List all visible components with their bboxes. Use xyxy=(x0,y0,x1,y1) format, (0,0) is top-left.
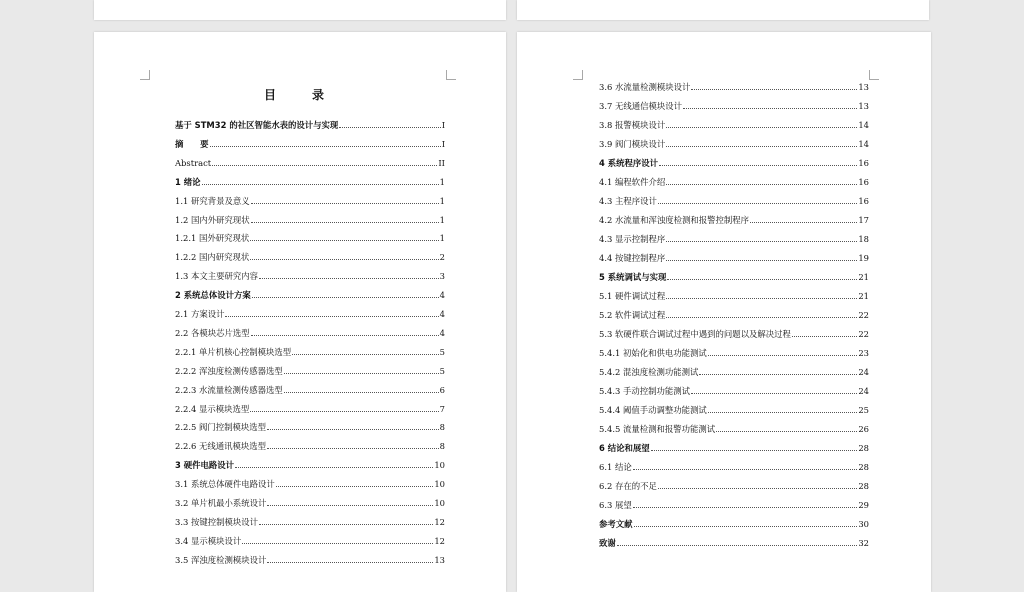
toc-entry-label: 3.2 单片机最小系统设计 xyxy=(175,498,267,508)
toc-entry-label: 5 系统调试与实现 xyxy=(599,272,667,282)
toc-entry[interactable] xyxy=(599,80,869,92)
toc-entry-page: 4 xyxy=(439,309,445,319)
toc-leader-dots xyxy=(658,202,857,204)
toc-leader-dots xyxy=(658,487,857,489)
toc-entry[interactable] xyxy=(175,307,445,319)
toc-entry-label: 2.2.2 浑浊度检测传感器选型 xyxy=(175,365,283,376)
toc-entry-page: 29 xyxy=(858,500,869,510)
toc-entry-label: 5.4.1 初始化和供电功能测试 xyxy=(599,348,707,358)
toc-entry-label: 5.4.2 混浊度检测功能测试 xyxy=(599,367,699,377)
toc-entry-label: 2.2 各模块芯片选型 xyxy=(175,327,250,338)
toc-entry-page: 22 xyxy=(858,329,869,339)
toc-entry-page: 4 xyxy=(439,290,445,301)
toc-entry[interactable] xyxy=(175,420,445,432)
toc-entry[interactable] xyxy=(175,118,445,130)
toc-entry[interactable] xyxy=(175,496,445,508)
toc-entry[interactable] xyxy=(599,270,869,282)
toc-entry-label: 1.2 国内外研究现状 xyxy=(175,214,250,225)
toc-entry[interactable] xyxy=(599,327,869,339)
toc-leader-dots xyxy=(339,126,440,128)
margin-corner-mark xyxy=(140,70,150,80)
toc-entry[interactable] xyxy=(599,175,869,187)
toc-entry-page: 22 xyxy=(858,310,869,320)
toc-entry-page: 1 xyxy=(439,233,445,244)
toc-entry[interactable] xyxy=(175,269,445,281)
toc-entry-page: 30 xyxy=(858,519,869,529)
toc-entry-label: 3.5 浑浊度检测模块设计 xyxy=(175,554,267,565)
toc-entry-label: 4.4 按键控制程序 xyxy=(599,253,666,263)
toc-entry[interactable] xyxy=(599,536,869,548)
toc-entry-label: 2.2.5 阀门控制模块选型 xyxy=(175,422,266,433)
toc-entry-label: 1.3 本文主要研究内容 xyxy=(175,271,258,282)
toc-entry[interactable] xyxy=(599,384,869,396)
toc-entry-label: 4.3 显示控制程序 xyxy=(599,234,666,244)
toc-entry[interactable] xyxy=(599,479,869,491)
toc-entry-label: 5.4.5 流量检测和报警功能测试 xyxy=(599,424,716,434)
margin-corner-mark xyxy=(446,70,456,80)
toc-entry-label: 2.2.6 无线通讯模块选型 xyxy=(175,441,266,452)
toc-entry[interactable] xyxy=(599,289,869,301)
toc-entry-label: 5.3 软硬件联合调试过程中遇到的问题以及解决过程 xyxy=(599,329,791,339)
toc-entry[interactable] xyxy=(599,346,869,358)
toc-entry[interactable] xyxy=(599,251,869,263)
toc-leader-dots xyxy=(667,278,857,280)
toc-leader-dots xyxy=(259,523,433,525)
toc-leader-dots xyxy=(267,428,439,430)
toc-entry[interactable] xyxy=(175,288,445,300)
toc-entry-page: 16 xyxy=(858,158,869,168)
toc-entry-label: 1 绪论 xyxy=(175,176,201,187)
toc-entry-page: 13 xyxy=(434,554,445,565)
toc-entry-label: 4.2 水流量和浑浊度检测和报警控制程序 xyxy=(599,215,749,225)
toc-entry-page: I xyxy=(441,120,445,130)
toc-entry[interactable] xyxy=(175,364,445,376)
toc-entry-page: 7 xyxy=(439,403,445,414)
toc-entry-label: Abstract xyxy=(175,157,212,168)
toc-entry[interactable] xyxy=(599,118,869,130)
toc-leader-dots xyxy=(252,296,439,298)
toc-entry[interactable] xyxy=(175,402,445,414)
toc-entry-label: 3.6 水流量检测模块设计 xyxy=(599,82,691,92)
toc-page-left xyxy=(94,32,506,592)
toc-entry[interactable] xyxy=(599,441,869,453)
toc-entry[interactable] xyxy=(175,515,445,527)
toc-entry-label: 2.1 方案设计 xyxy=(175,309,225,319)
toc-entry-page: 14 xyxy=(858,120,869,130)
toc-leader-dots xyxy=(235,466,433,468)
toc-entry-page: 19 xyxy=(858,253,869,263)
toc-entry-label: 4 系统程序设计 xyxy=(599,158,658,168)
toc-leader-dots xyxy=(284,372,439,374)
toc-leader-dots xyxy=(683,107,857,109)
toc-entry-page: 14 xyxy=(858,139,869,149)
toc-leader-dots xyxy=(666,259,857,261)
toc-entry-page: 13 xyxy=(858,101,869,111)
toc-entry[interactable] xyxy=(599,422,869,434)
toc-entry-label: 5.4.3 手动控制功能测试 xyxy=(599,386,690,396)
toc-entry[interactable] xyxy=(599,99,869,111)
toc-entry[interactable] xyxy=(175,137,445,149)
toc-leader-dots xyxy=(250,410,438,412)
toc-leader-dots xyxy=(634,525,858,527)
toc-entry-page: 24 xyxy=(858,386,869,396)
toc-leader-dots xyxy=(699,373,857,375)
toc-leader-dots xyxy=(267,504,433,506)
toc-entry[interactable] xyxy=(599,213,869,225)
toc-leader-dots xyxy=(708,354,858,356)
toc-entry[interactable] xyxy=(175,250,445,262)
toc-entry-page: 1 xyxy=(439,214,445,225)
toc-title: 目 录 xyxy=(263,88,336,102)
toc-entry-page: 10 xyxy=(434,498,445,508)
toc-entry[interactable] xyxy=(175,175,445,187)
toc-leader-dots xyxy=(251,334,439,336)
toc-entry[interactable] xyxy=(175,194,445,206)
toc-entry[interactable] xyxy=(175,156,445,168)
toc-entry-label: 致谢 xyxy=(599,538,616,548)
toc-entry-label: 5.2 软件调试过程 xyxy=(599,310,666,320)
toc-entry-page: 18 xyxy=(858,234,869,244)
toc-entry-page: 3 xyxy=(439,271,445,282)
toc-entry[interactable] xyxy=(599,517,869,529)
previous-page-left xyxy=(94,0,506,20)
toc-entry-label: 3.3 按键控制模块设计 xyxy=(175,516,258,527)
toc-entry-page: 4 xyxy=(439,327,445,338)
toc-entry-page: 28 xyxy=(858,443,869,453)
toc-entry[interactable] xyxy=(599,403,869,415)
toc-entry-label: 6.2 存在的不足 xyxy=(599,481,657,491)
previous-page-right xyxy=(517,0,929,20)
toc-entry-page: 17 xyxy=(858,215,869,225)
toc-entry[interactable] xyxy=(175,458,445,470)
toc-entry[interactable] xyxy=(175,326,445,338)
toc-entry[interactable] xyxy=(599,308,869,320)
toc-entry-label: 5.1 硬件调试过程 xyxy=(599,291,666,301)
toc-entry-label: 1.2.2 国内研究现状 xyxy=(175,252,250,263)
toc-leader-dots xyxy=(225,315,438,317)
toc-page-right xyxy=(517,32,931,592)
toc-entry-label: 1.2.1 国外研究现状 xyxy=(175,233,250,244)
toc-leader-dots xyxy=(750,221,857,223)
toc-entry-page: 6 xyxy=(439,384,445,395)
toc-entry-label: 6.3 展望 xyxy=(599,500,632,510)
toc-leader-dots xyxy=(666,126,857,128)
toc-leader-dots xyxy=(250,239,438,241)
toc-entry-page: 24 xyxy=(858,367,869,377)
toc-leader-dots xyxy=(267,447,439,449)
toc-entry-label: 基于 STM32 的社区智能水表的设计与实现 xyxy=(175,120,339,130)
toc-entry-label: 2.2.4 显示模块选型 xyxy=(175,403,250,414)
toc-entry-label: 1.1 研究背景及意义 xyxy=(175,195,250,206)
toc-leader-dots xyxy=(212,164,437,166)
toc-entry-page: 16 xyxy=(858,177,869,187)
toc-entry-page: 21 xyxy=(858,291,869,301)
toc-entry-label: 3.9 阀门模块设计 xyxy=(599,139,666,149)
toc-leader-dots xyxy=(691,88,857,90)
toc-entry[interactable] xyxy=(599,460,869,472)
toc-leader-dots xyxy=(251,221,439,223)
toc-entry-page: II xyxy=(438,157,445,168)
toc-entry-page: 21 xyxy=(858,272,869,282)
toc-entry-page: 1 xyxy=(439,176,445,187)
toc-entry-label: 3 硬件电路设计 xyxy=(175,460,234,471)
toc-leader-dots xyxy=(250,258,438,260)
toc-entry-page: 13 xyxy=(858,82,869,92)
toc-leader-dots xyxy=(666,240,857,242)
toc-entry[interactable] xyxy=(175,439,445,451)
toc-entry[interactable] xyxy=(175,231,445,243)
toc-entry-page: I xyxy=(441,138,445,149)
toc-entry-label: 3.7 无线通信模块设计 xyxy=(599,101,682,111)
toc-entry[interactable] xyxy=(599,232,869,244)
toc-entry-page: 25 xyxy=(858,405,869,415)
toc-entry-page: 10 xyxy=(434,460,445,471)
toc-leader-dots xyxy=(651,449,858,451)
toc-leader-dots xyxy=(242,542,433,544)
toc-entry-label: 参考文献 xyxy=(599,519,633,529)
toc-entry-label: 3.1 系统总体硬件电路设计 xyxy=(175,479,275,490)
margin-corner-mark xyxy=(869,70,879,80)
toc-entry[interactable] xyxy=(175,345,445,357)
toc-entry-label: 2.2.1 单片机核心控制模块选型 xyxy=(175,346,292,357)
toc-leader-dots xyxy=(666,297,857,299)
toc-leader-dots xyxy=(659,164,857,166)
toc-entry-page: 5 xyxy=(439,365,445,376)
toc-leader-dots xyxy=(202,183,439,185)
toc-entry-page: 28 xyxy=(858,462,869,472)
toc-leader-dots xyxy=(284,391,439,393)
toc-leader-dots xyxy=(633,468,858,470)
toc-leader-dots xyxy=(617,544,858,546)
toc-entry-page: 12 xyxy=(434,516,445,527)
toc-entry-page: 16 xyxy=(858,196,869,206)
toc-entry-page: 28 xyxy=(858,481,869,491)
toc-leader-dots xyxy=(251,202,439,204)
toc-entry-label: 3.8 报警模块设计 xyxy=(599,120,666,130)
toc-leader-dots xyxy=(792,335,857,337)
margin-corner-mark xyxy=(573,70,583,80)
toc-leader-dots xyxy=(267,561,433,563)
toc-entry-label: 4.1 编程软件介绍 xyxy=(599,177,666,187)
toc-entry-label: 摘 要 xyxy=(175,138,209,149)
toc-leader-dots xyxy=(708,411,858,413)
toc-entry-page: 10 xyxy=(434,479,445,490)
toc-entry-label: 3.4 显示模块设计 xyxy=(175,535,242,546)
toc-entry-label: 5.4.4 阈值手动调整功能测试 xyxy=(599,405,707,415)
toc-leader-dots xyxy=(633,506,858,508)
toc-entry[interactable] xyxy=(599,194,869,206)
toc-entry-label: 2.2.3 水流量检测传感器选型 xyxy=(175,384,283,395)
toc-entry-page: 12 xyxy=(434,535,445,546)
toc-entry-page: 23 xyxy=(858,348,869,358)
toc-entry-page: 2 xyxy=(439,252,445,263)
toc-leader-dots xyxy=(716,430,857,432)
toc-entry-page: 8 xyxy=(439,441,445,452)
toc-entry-page: 32 xyxy=(858,538,869,548)
toc-entry-label: 2 系统总体设计方案 xyxy=(175,290,251,301)
toc-leader-dots xyxy=(666,183,857,185)
toc-entry[interactable] xyxy=(599,365,869,377)
toc-entry[interactable] xyxy=(175,383,445,395)
toc-entry[interactable] xyxy=(599,498,869,510)
toc-entry-page: 5 xyxy=(439,346,445,357)
toc-leader-dots xyxy=(210,145,441,147)
toc-entry-page: 1 xyxy=(439,195,445,206)
toc-entry[interactable] xyxy=(175,213,445,225)
toc-entry-label: 6.1 结论 xyxy=(599,462,632,472)
toc-leader-dots xyxy=(666,145,857,147)
toc-leader-dots xyxy=(691,392,857,394)
toc-entry[interactable] xyxy=(599,137,869,149)
toc-leader-dots xyxy=(292,353,439,355)
toc-entry[interactable] xyxy=(175,553,445,565)
toc-leader-dots xyxy=(276,485,434,487)
toc-entry[interactable] xyxy=(175,534,445,546)
toc-entry-page: 26 xyxy=(858,424,869,434)
toc-entry[interactable] xyxy=(599,156,869,168)
toc-entry-label: 6 结论和展望 xyxy=(599,443,650,453)
toc-leader-dots xyxy=(666,316,857,318)
toc-entry[interactable] xyxy=(175,477,445,489)
toc-entry-label: 4.3 主程序设计 xyxy=(599,196,657,206)
toc-entry-page: 8 xyxy=(439,422,445,433)
toc-leader-dots xyxy=(259,277,439,279)
